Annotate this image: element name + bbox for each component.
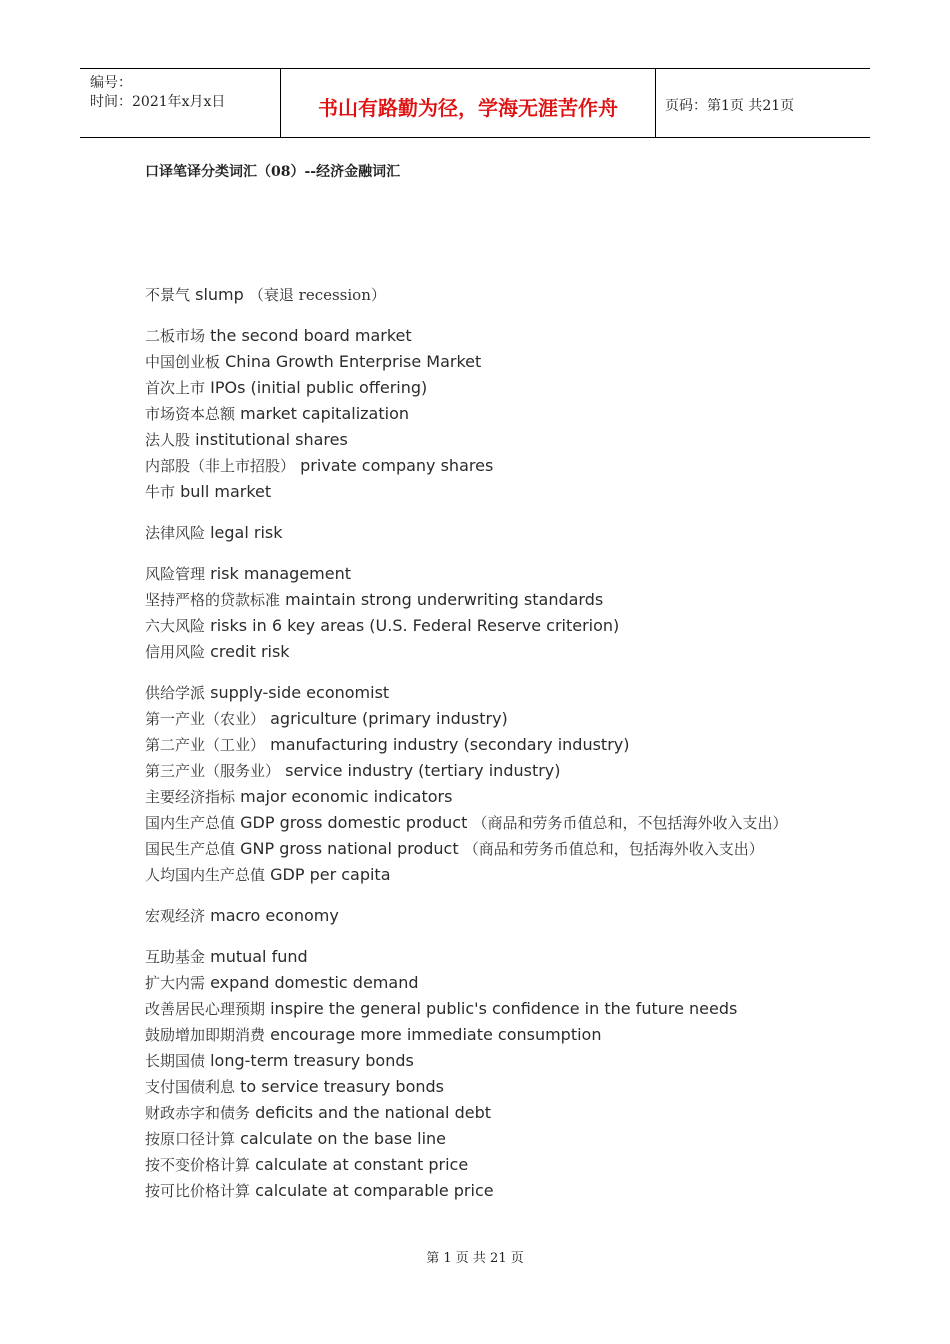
term-chinese: 扩大内需 [145,974,206,992]
vocab-entry [145,706,805,732]
term-chinese: 市场资本总额 [145,405,236,423]
term-english: calculate on the base line [240,1129,447,1148]
vocabulary-list [145,282,805,1219]
vocab-entry [145,1022,805,1048]
term-chinese: 坚持严格的贷款标准 [145,591,281,609]
term-english: GNP gross national product [240,839,459,858]
vocab-entry [145,479,805,505]
term-chinese: 法人股 [145,431,191,449]
vocab-entry [145,1178,805,1204]
term-english: the second board market [210,326,412,345]
term-chinese: 第二产业（工业） [145,736,266,754]
term-english: GDP per capita [270,865,391,884]
vocab-entry [145,561,805,587]
term-english: credit risk [210,642,290,661]
vocab-entry [145,758,805,784]
vocab-entry [145,1074,805,1100]
term-chinese: 第一产业（农业） [145,710,266,728]
vocab-entry [145,970,805,996]
term-english: maintain strong underwriting standards [285,590,604,609]
vocab-entry [145,401,805,427]
page-info: 页码：第1页 共21页 [665,98,795,114]
term-chinese: 信用风险 [145,643,206,661]
term-english: agriculture (primary industry) [270,709,508,728]
vocab-entry [145,680,805,706]
document-title: 口译笔译分类词汇（08）--经济金融词汇 [145,164,401,180]
vocab-entry [145,836,805,862]
term-chinese: 主要经济指标 [145,788,236,806]
term-english: legal risk [210,523,283,542]
vocab-entry [145,613,805,639]
term-chinese: 支付国债利息 [145,1078,236,1096]
page-footer: 第 1 页 共 21 页 [426,1251,524,1266]
vocab-entry [145,732,805,758]
vocab-entry [145,282,805,308]
vocab-group [145,323,805,505]
term-chinese: 鼓励增加即期消费 [145,1026,266,1044]
time-label: 时间：2021年x月x日 [90,94,226,110]
term-english: long-term treasury bonds [210,1051,414,1070]
term-chinese: 按不变价格计算 [145,1156,251,1174]
term-english: calculate at comparable price [255,1181,494,1200]
vocab-entry [145,996,805,1022]
term-chinese: 财政赤字和债务 [145,1104,251,1122]
vocab-group [145,520,805,546]
term-chinese: 改善居民心理预期 [145,1000,266,1018]
vocab-group [145,680,805,888]
term-english: China Growth Enterprise Market [225,352,482,371]
number-label: 编号： [90,75,132,91]
motto: 书山有路勤为径，学海无涯苦作舟 [318,96,618,120]
vocab-entry [145,862,805,888]
vocab-group [145,561,805,665]
term-english: supply-side economist [210,683,390,702]
term-chinese: 供给学派 [145,684,206,702]
term-english: to service treasury bonds [240,1077,444,1096]
term-english: major economic indicators [240,787,453,806]
vocab-group [145,944,805,1204]
vocab-entry [145,427,805,453]
term-chinese: 互助基金 [145,948,206,966]
vocab-entry [145,587,805,613]
vocab-entry [145,453,805,479]
term-note: （商品和劳务币值总和，包括海外收入支出） [463,840,764,858]
vocab-entry [145,810,805,836]
term-note: （衰退 recession） [248,286,386,304]
header-page-cell [655,69,870,137]
term-english: encourage more immediate consumption [270,1025,602,1044]
term-english: macro economy [210,906,339,925]
term-chinese: 中国创业板 [145,353,221,371]
term-chinese: 不景气 [145,286,191,304]
term-chinese: 法律风险 [145,524,206,542]
term-chinese: 按原口径计算 [145,1130,236,1148]
term-chinese: 宏观经济 [145,907,206,925]
vocab-entry [145,1126,805,1152]
term-chinese: 人均国内生产总值 [145,866,266,884]
term-chinese: 六大风险 [145,617,206,635]
term-chinese: 风险管理 [145,565,206,583]
vocab-entry [145,903,805,929]
vocab-entry [145,1048,805,1074]
vocab-entry [145,1152,805,1178]
term-english: private company shares [300,456,494,475]
vocab-entry [145,944,805,970]
vocab-group [145,282,805,308]
term-english: risk management [210,564,351,583]
term-english: IPOs (initial public offering) [210,378,428,397]
term-chinese: 内部股（非上市招股） [145,457,296,475]
term-english: risks in 6 key areas (U.S. Federal Reserve criterion) [210,616,620,635]
term-english: slump [195,285,244,304]
term-english: calculate at constant price [255,1155,469,1174]
term-note: （商品和劳务币值总和，不包括海外收入支出） [472,814,788,832]
term-english: institutional shares [195,430,348,449]
term-english: manufacturing industry (secondary industry) [270,735,630,754]
term-english: expand domestic demand [210,973,419,992]
term-english: market capitalization [240,404,409,423]
vocab-entry [145,520,805,546]
term-english: deficits and the national debt [255,1103,492,1122]
vocab-entry [145,349,805,375]
term-chinese: 首次上市 [145,379,206,397]
term-chinese: 牛市 [145,483,176,501]
term-chinese: 二板市场 [145,327,206,345]
term-chinese: 长期国债 [145,1052,206,1070]
term-english: bull market [180,482,272,501]
term-english: GDP gross domestic product [240,813,468,832]
term-chinese: 国内生产总值 [145,814,236,832]
header-motto-cell [280,69,656,137]
term-english: mutual fund [210,947,308,966]
term-english: service industry (tertiary industry) [285,761,561,780]
page-header [80,68,870,138]
vocab-entry [145,375,805,401]
term-english: inspire the general public's confidence in the future needs [270,999,738,1018]
vocab-entry [145,323,805,349]
term-chinese: 国民生产总值 [145,840,236,858]
vocab-entry [145,1100,805,1126]
vocab-group [145,903,805,929]
term-chinese: 按可比价格计算 [145,1182,251,1200]
vocab-entry [145,639,805,665]
vocab-entry [145,784,805,810]
header-meta [80,69,280,137]
term-chinese: 第三产业（服务业） [145,762,281,780]
